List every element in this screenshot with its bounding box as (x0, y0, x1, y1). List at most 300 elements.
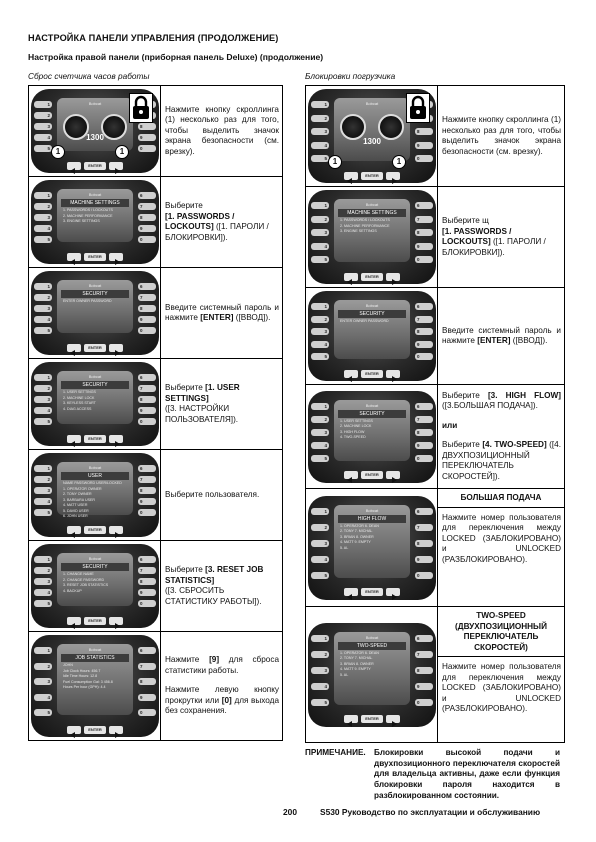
right-key-8: 8 (138, 123, 156, 130)
navigation-buttons (31, 521, 159, 531)
step-image (29, 359, 161, 450)
step-row (306, 288, 565, 385)
right-key-0: 0 (415, 256, 433, 263)
left-key-1: 1 (34, 374, 52, 381)
page-subtitle: Настройка правой панели (приборная панель Deluxe) (продолжение) (28, 52, 324, 62)
right-key-6: 6 (415, 403, 433, 410)
lock-icon (406, 93, 430, 123)
scroll-left-icon (344, 370, 358, 378)
right-key-8: 8 (415, 328, 433, 335)
step-text: TWO-SPEED (ДВУХПОЗИЦИОННЫЙ ПЕРЕКЛЮЧАТЕЛЬ СКОРОСТЕЙ) Нажмите номер пользователя для переключения между LOCKED (ЗАБЛОКИРОВАНО) и UNLOCKED (РАЗБЛОКИРОВАНО). (438, 607, 565, 743)
step-image (306, 86, 438, 187)
right-key-7: 7 (138, 476, 156, 483)
control-panel-illustration (308, 496, 436, 600)
scroll-left-icon (344, 273, 358, 281)
screen-line: 3. KEYLESS START (63, 401, 96, 405)
right-key-6: 6 (415, 202, 433, 209)
display-screen (334, 632, 410, 705)
screen-line: 1. USER SETTINGS (340, 418, 373, 423)
left-key-1: 1 (311, 202, 329, 209)
left-key-4: 4 (311, 142, 329, 149)
left-key-5: 5 (34, 327, 52, 334)
screen-line: 2. MACHINE LOCK (340, 424, 372, 428)
left-key-4: 4 (311, 556, 329, 563)
left-key-3: 3 (311, 328, 329, 335)
navigation-buttons (31, 721, 159, 731)
control-panel-illustration (308, 89, 436, 183)
left-key-3: 3 (34, 578, 52, 585)
right-key-7: 7 (415, 316, 433, 323)
left-key-5: 5 (34, 418, 52, 425)
left-key-3: 3 (311, 429, 329, 436)
scroll-left-icon (67, 344, 81, 352)
scroll-right-icon (109, 344, 123, 352)
control-panel-illustration (31, 453, 159, 537)
screen-line: 2. TONY OWNER (63, 492, 92, 496)
display-screen (57, 98, 133, 151)
navigation-buttons (31, 248, 159, 258)
left-key-2: 2 (34, 567, 52, 574)
control-panel-illustration (31, 362, 159, 446)
right-key-8: 8 (138, 396, 156, 403)
callout-1: 1 (328, 155, 342, 169)
right-key-8: 8 (138, 487, 156, 494)
right-key-6: 6 (138, 374, 156, 381)
left-key-4: 4 (34, 134, 52, 141)
brand-logo: Bobcat (365, 634, 379, 640)
scroll-right-icon (109, 253, 123, 261)
right-key-9: 9 (415, 683, 433, 690)
screen-line: Fuel Consumption Gal: 3 456.8 (63, 679, 113, 684)
right-key-7: 7 (415, 651, 433, 658)
right-key-9: 9 (415, 243, 433, 250)
screen-title: SECURITY (61, 563, 129, 571)
left-key-2: 2 (34, 112, 52, 119)
step-text: Выберите [1. PASSWORDS / LOCKOUTS] ([1. ПАРОЛИ / БЛОКИРОВКИ]). (161, 177, 283, 268)
right-section-heading: Блокировки погрузчика (305, 71, 396, 81)
scroll-left-icon (67, 526, 81, 534)
scroll-right-icon (386, 273, 400, 281)
screen-title: HIGH FLOW (338, 515, 406, 523)
brand-logo: Bobcat (365, 402, 379, 408)
screen-title: SECURITY (338, 410, 406, 418)
screen-line: 1. PASSWORDS / LOCKOUTS (63, 208, 113, 212)
scroll-right-icon (386, 370, 400, 378)
left-key-3: 3 (34, 487, 52, 494)
left-key-5: 5 (311, 155, 329, 162)
left-key-3: 3 (34, 678, 52, 685)
left-key-5: 5 (34, 709, 52, 716)
scroll-left-icon (67, 617, 81, 625)
callout-1: 1 (51, 145, 65, 159)
control-panel-illustration (308, 391, 436, 483)
enter-button: ENTER (361, 471, 383, 479)
left-key-3: 3 (311, 128, 329, 135)
display-screen (57, 189, 133, 242)
right-key-0: 0 (415, 353, 433, 360)
left-key-1: 1 (311, 403, 329, 410)
enter-button: ENTER (84, 526, 106, 534)
screen-line: Hours Per hour (GPH): 4.4 (63, 685, 106, 689)
scroll-left-icon (344, 172, 358, 180)
scroll-right-icon (386, 715, 400, 723)
screen-line: 1. CHANGE NAME (63, 572, 94, 576)
left-key-4: 4 (311, 683, 329, 690)
right-key-9: 9 (415, 142, 433, 149)
left-key-1: 1 (34, 192, 52, 199)
left-key-2: 2 (34, 203, 52, 210)
screen-line: 2. CHANGE PASSWORD (63, 577, 105, 582)
screen-title: SECURITY (61, 290, 129, 298)
left-key-5: 5 (311, 572, 329, 579)
right-key-9: 9 (415, 556, 433, 563)
scroll-right-icon (109, 162, 123, 170)
screen-line: 4. TWO-SPEED (340, 435, 366, 439)
left-key-2: 2 (311, 416, 329, 423)
screen-line: 3. BRIAN 8. OWNER (340, 534, 374, 539)
step-text: Нажмите кнопку скроллинга (1) несколько раз для того, чтобы выделить значок экрана безопасности (см. врезку). (438, 86, 565, 187)
step-row (306, 385, 565, 489)
screen-line: 4. MATT USER (63, 503, 88, 507)
step-row (29, 541, 283, 632)
screen-line: ENTER OWNER PASSWORD (340, 319, 389, 323)
note-label: ПРИМЕЧАНИЕ. (305, 748, 366, 757)
enter-button: ENTER (84, 617, 106, 625)
step-text: Выберите [1. USER SETTINGS] ([3. НАСТРОЙКИ ПОЛЬЗОВАТЕЛЯ]). (161, 359, 283, 450)
screen-line: 3. RESET JOB STATISTICS (63, 583, 109, 587)
right-key-8: 8 (138, 214, 156, 221)
right-key-8: 8 (138, 578, 156, 585)
right-key-9: 9 (415, 442, 433, 449)
left-key-3: 3 (34, 396, 52, 403)
left-key-2: 2 (34, 663, 52, 670)
right-key-7: 7 (138, 385, 156, 392)
left-key-1: 1 (34, 283, 52, 290)
left-key-1: 1 (34, 465, 52, 472)
right-key-7: 7 (138, 663, 156, 670)
scroll-left-icon (67, 253, 81, 261)
right-key-8: 8 (138, 305, 156, 312)
scroll-left-icon (344, 471, 358, 479)
step-text: Нажмите [9] для сброса статистики работы. Нажмите левую кнопку прокрутки или [0] для выхода без сохранения. (161, 632, 283, 741)
navigation-buttons (31, 339, 159, 349)
screen-line: 4. MATT 9. EMPTY (340, 540, 371, 544)
left-key-2: 2 (311, 316, 329, 323)
screen-line: Idle Time Hours: 12.8 (63, 674, 98, 678)
screen-line: 5. AL (340, 545, 349, 550)
brand-logo: Bobcat (88, 465, 102, 470)
callout-1: 1 (115, 145, 129, 159)
step-row (29, 632, 283, 741)
brand-logo: Bobcat (88, 101, 102, 106)
screen-line: 2. MACHINE LOCK (63, 395, 95, 400)
brand-logo: Bobcat (88, 283, 102, 288)
right-key-9: 9 (138, 316, 156, 323)
control-panel-illustration (31, 89, 159, 173)
right-key-0: 0 (138, 327, 156, 334)
left-key-2: 2 (311, 216, 329, 223)
right-key-7: 7 (415, 216, 433, 223)
left-key-5: 5 (311, 353, 329, 360)
display-screen (57, 462, 133, 518)
screen-line: Job Clock Hours: 456.7 (63, 668, 101, 673)
left-key-3: 3 (34, 123, 52, 130)
display-screen (334, 505, 410, 578)
step-text: Выберите [3. RESET JOB STATISTICS] ([3. СБРОСИТЬ СТАТИСТИКУ РАБОТЫ]). (161, 541, 283, 632)
enter-button: ENTER (361, 370, 383, 378)
left-key-4: 4 (311, 341, 329, 348)
enter-button: ENTER (84, 344, 106, 352)
display-screen (334, 400, 410, 461)
right-key-6: 6 (138, 465, 156, 472)
screen-title: TWO-SPEED (338, 642, 406, 650)
navigation-buttons (31, 612, 159, 622)
scroll-right-icon (109, 726, 123, 734)
right-key-8: 8 (415, 540, 433, 547)
left-key-4: 4 (34, 498, 52, 505)
step-text: Введите системный пароль и нажмите [ENTER] ([ВВОД]). (161, 268, 283, 359)
right-key-9: 9 (138, 498, 156, 505)
scroll-right-icon (109, 617, 123, 625)
screen-title: MACHINE SETTINGS (61, 199, 129, 207)
step-row (306, 489, 565, 607)
display-screen (57, 280, 133, 333)
right-key-6: 6 (138, 192, 156, 199)
enter-button: ENTER (361, 715, 383, 723)
gauge-right-icon (378, 114, 404, 140)
screen-title: SECURITY (338, 310, 406, 318)
control-panel-illustration (31, 180, 159, 264)
left-key-2: 2 (34, 385, 52, 392)
right-key-7: 7 (138, 567, 156, 574)
screen-line: 1. PASSWORDS / LOCKOUTS (340, 218, 390, 222)
left-key-3: 3 (34, 214, 52, 221)
left-key-1: 1 (311, 303, 329, 310)
step-row (29, 268, 283, 359)
navigation-buttons (308, 584, 436, 594)
enter-button: ENTER (84, 435, 106, 443)
step-image (306, 385, 438, 489)
right-key-9: 9 (138, 694, 156, 701)
right-steps-table (305, 85, 565, 743)
left-key-1: 1 (311, 101, 329, 108)
right-key-9: 9 (138, 589, 156, 596)
navigation-buttons (308, 268, 436, 278)
scroll-right-icon (386, 471, 400, 479)
right-key-6: 6 (415, 303, 433, 310)
step-image (29, 268, 161, 359)
screen-line: 4. BACKUP (63, 588, 82, 593)
left-key-4: 4 (311, 442, 329, 449)
right-key-0: 0 (138, 709, 156, 716)
step-text: БОЛЬШАЯ ПОДАЧА Нажмите номер пользователя для переключения между LOCKED (ЗАБЛОКИРОВАНО) и UNLOCKED (РАЗБЛОКИРОВАНО). (438, 489, 565, 607)
right-key-8: 8 (415, 128, 433, 135)
screen-line: 3. ENGINE SETTINGS (340, 229, 377, 233)
screen-line: ENTER OWNER PASSWORD (63, 299, 112, 303)
left-key-5: 5 (34, 145, 52, 152)
control-panel-illustration (31, 544, 159, 628)
scroll-right-icon (386, 172, 400, 180)
right-key-7: 7 (415, 524, 433, 531)
step-row (29, 86, 283, 177)
scroll-left-icon (344, 588, 358, 596)
scroll-right-icon (109, 435, 123, 443)
left-key-4: 4 (311, 243, 329, 250)
enter-button: ENTER (361, 588, 383, 596)
screen-line: 3. HIGH FLOW (340, 429, 365, 434)
scroll-left-icon (67, 162, 81, 170)
step-text: Введите системный пароль и нажмите [ENTER] ([ВВОД]). (438, 288, 565, 385)
left-key-1: 1 (311, 635, 329, 642)
step-image (29, 450, 161, 541)
step-row (29, 450, 283, 541)
scroll-left-icon (344, 715, 358, 723)
right-key-8: 8 (138, 678, 156, 685)
step-image (306, 607, 438, 743)
screen-line: 1. OPERATOR 6. DEAN (340, 650, 379, 655)
scroll-right-icon (386, 588, 400, 596)
right-key-0: 0 (138, 418, 156, 425)
right-key-6: 6 (138, 556, 156, 563)
left-key-1: 1 (311, 508, 329, 515)
brand-logo: Bobcat (365, 303, 379, 308)
screen-title: MACHINE SETTINGS (338, 209, 406, 217)
step-row (306, 187, 565, 288)
right-key-6: 6 (138, 647, 156, 654)
screen-line: NAME PASSWORD USER/LOCKED (63, 481, 122, 485)
right-key-9: 9 (415, 341, 433, 348)
right-key-7: 7 (138, 203, 156, 210)
step-row (306, 607, 565, 743)
right-key-7: 7 (138, 294, 156, 301)
right-key-8: 8 (415, 229, 433, 236)
control-panel-illustration (308, 623, 436, 727)
left-key-2: 2 (311, 524, 329, 531)
navigation-buttons (308, 711, 436, 721)
left-key-2: 2 (311, 115, 329, 122)
enter-button: ENTER (84, 253, 106, 261)
left-key-5: 5 (34, 509, 52, 516)
step-image (29, 632, 161, 741)
brand-logo: Bobcat (88, 647, 102, 652)
navigation-buttons (308, 467, 436, 477)
brand-logo: Bobcat (365, 202, 379, 207)
screen-line: JOHN (63, 663, 73, 667)
control-panel-illustration (308, 291, 436, 381)
left-key-3: 3 (311, 540, 329, 547)
brand-logo: Bobcat (88, 374, 102, 379)
left-key-5: 5 (34, 600, 52, 607)
right-key-7: 7 (415, 416, 433, 423)
scroll-left-icon (67, 435, 81, 443)
hour-meter-value: 1300 (86, 133, 104, 143)
step-text: Нажмите кнопку скроллинга (1) несколько раз для того, чтобы выделить значок экрана безопасности (см. врезку). (161, 86, 283, 177)
display-screen (334, 98, 410, 161)
left-key-4: 4 (34, 694, 52, 701)
right-key-0: 0 (138, 145, 156, 152)
page-title: НАСТРОЙКА ПАНЕЛИ УПРАВЛЕНИЯ (ПРОДОЛЖЕНИЕ) (28, 33, 279, 43)
right-key-6: 6 (138, 283, 156, 290)
right-key-0: 0 (138, 509, 156, 516)
step-image (29, 541, 161, 632)
left-key-4: 4 (34, 407, 52, 414)
screen-line: 1. OPERATOR 6. DEAN (340, 523, 379, 528)
step-row (29, 177, 283, 268)
step-image (306, 489, 438, 607)
control-panel-illustration (308, 190, 436, 284)
screen-line: 5. AL (340, 672, 349, 677)
step-text: Выберите [3. HIGH FLOW] ([3.БОЛЬШАЯ ПОДАЧА]). или Выберите [4. TWO-SPEED] ([4. ДВУХПОЗИЦИОННЫЙ ПЕРЕКЛЮЧАТЕЛЬ СКОРОСТЕЙ]). (438, 385, 565, 489)
right-key-0: 0 (415, 455, 433, 462)
screen-line: 4. DIAG ACCESS (63, 406, 92, 411)
display-screen (334, 300, 410, 359)
left-key-4: 4 (34, 589, 52, 596)
left-key-1: 1 (34, 647, 52, 654)
screen-line: 3. ENGINE SETTINGS (63, 219, 100, 223)
left-key-1: 1 (34, 101, 52, 108)
right-key-8: 8 (415, 429, 433, 436)
screen-line: 3. BRIAN 8. OWNER (340, 661, 374, 666)
screen-line: 6. JOHN USER (63, 514, 88, 518)
screen-line: 1. USER SETTINGS (63, 390, 96, 394)
footer-title: S530 Руководство по эксплуатации и обслуживанию (320, 807, 541, 817)
enter-button: ENTER (84, 726, 106, 734)
brand-logo: Bobcat (365, 507, 379, 513)
page-number: 200 (283, 807, 297, 817)
left-steps-table (28, 85, 283, 741)
left-key-1: 1 (34, 556, 52, 563)
screen-line: 2. MACHINE PERFORMANCE (63, 213, 113, 218)
hour-meter-value: 1300 (363, 137, 381, 147)
navigation-buttons (308, 167, 436, 177)
screen-line: 4. MATT 9. EMPTY (340, 667, 371, 671)
step-text: Выберите пользователя. (161, 450, 283, 541)
navigation-buttons (308, 365, 436, 375)
lock-icon (129, 93, 153, 123)
step-image (306, 187, 438, 288)
left-section-heading: Сброс счетчика часов работы (28, 71, 150, 81)
scroll-right-icon (109, 526, 123, 534)
left-key-3: 3 (34, 305, 52, 312)
left-key-2: 2 (34, 476, 52, 483)
brand-logo: Bobcat (88, 192, 102, 197)
right-key-9: 9 (138, 225, 156, 232)
right-key-0: 0 (415, 155, 433, 162)
screen-line: 3. BARBARA USER (63, 497, 95, 502)
step-image (29, 86, 161, 177)
right-key-6: 6 (415, 508, 433, 515)
screen-line: 5. DAVID USER (63, 508, 89, 513)
display-screen (57, 644, 133, 715)
left-key-3: 3 (311, 229, 329, 236)
callout-1: 1 (392, 155, 406, 169)
step-text: Выберите щ [1. PASSWORDS / LOCKOUTS] ([1. ПАРОЛИ / БЛОКИРОВКИ]). (438, 187, 565, 288)
screen-line: 2. MACHINE PERFORMANCE (340, 223, 390, 228)
control-panel-illustration (31, 271, 159, 355)
screen-title: USER (61, 472, 129, 480)
left-key-5: 5 (311, 699, 329, 706)
left-key-5: 5 (311, 455, 329, 462)
left-key-5: 5 (34, 236, 52, 243)
right-key-8: 8 (415, 667, 433, 674)
left-key-2: 2 (311, 651, 329, 658)
right-key-0: 0 (138, 236, 156, 243)
left-key-3: 3 (311, 667, 329, 674)
step-image (29, 177, 161, 268)
navigation-buttons (31, 430, 159, 440)
enter-button: ENTER (361, 172, 383, 180)
brand-logo: Bobcat (88, 556, 102, 561)
